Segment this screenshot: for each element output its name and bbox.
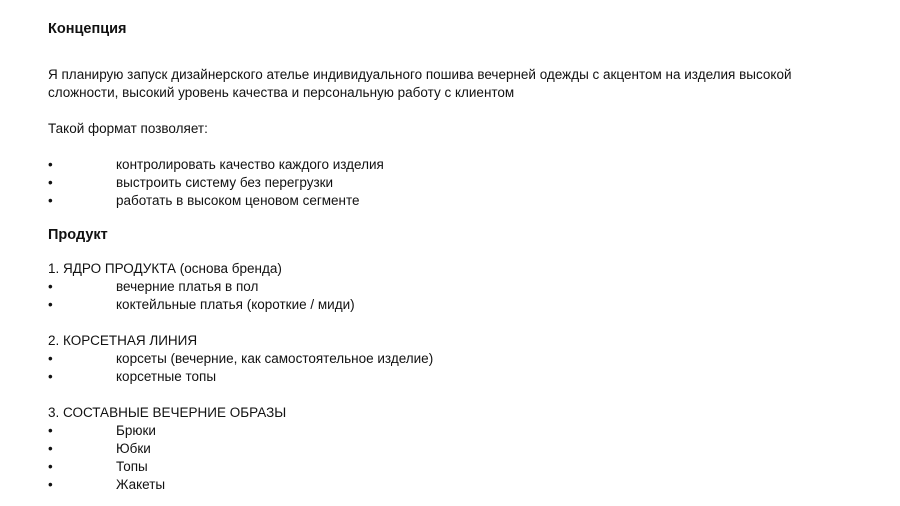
- list-item: [48, 368, 433, 386]
- bullet-icon: •: [48, 279, 53, 294]
- list-item-text: корсетные топы: [116, 369, 217, 384]
- bullet-icon: •: [48, 477, 53, 492]
- list-item-text: вечерние платья в пол: [116, 279, 259, 294]
- bullet-icon: •: [48, 351, 53, 366]
- list-item: [48, 174, 384, 192]
- bullet-icon: •: [48, 423, 53, 438]
- bullet-icon: •: [48, 369, 53, 384]
- list-item-text: коктейльные платья (короткие / миди): [116, 297, 355, 312]
- product-heading: Продукт: [48, 227, 108, 243]
- bullet-icon: •: [48, 441, 53, 456]
- bullet-icon: •: [48, 297, 53, 312]
- product-section-1-list: [48, 278, 355, 314]
- concept-heading: Концепция: [48, 21, 127, 37]
- list-item-text: корсеты (вечерние, как самостоятельное изделие): [116, 351, 434, 366]
- list-item: [48, 296, 355, 314]
- concept-intro-line-1: Я планирую запуск дизайнерского ателье индивидуального пошива вечерней одежды с акцентом на изделия высокой: [48, 67, 792, 82]
- list-item: [48, 278, 355, 296]
- list-item: [48, 192, 384, 210]
- product-section-2-title: 2. КОРСЕТНАЯ ЛИНИЯ: [48, 333, 198, 348]
- list-item-text: работать в высоком ценовом сегменте: [116, 193, 360, 208]
- bullet-icon: •: [48, 193, 53, 208]
- product-section-3-list: [48, 422, 165, 494]
- concept-lead: Такой формат позволяет:: [48, 121, 208, 136]
- concept-bullet-list: [48, 156, 384, 210]
- list-item: [48, 458, 165, 476]
- list-item-text: Брюки: [116, 423, 156, 438]
- product-section-2-list: [48, 350, 433, 386]
- list-item-text: контролировать качество каждого изделия: [116, 157, 384, 172]
- product-section-1-title: 1. ЯДРО ПРОДУКТА (основа бренда): [48, 261, 282, 276]
- list-item: [48, 476, 165, 494]
- list-item-text: Юбки: [116, 441, 151, 456]
- list-item: [48, 440, 165, 458]
- list-item-text: Жакеты: [116, 477, 166, 492]
- bullet-icon: •: [48, 459, 53, 474]
- concept-intro-line-2: сложности, высокий уровень качества и персональную работу с клиентом: [48, 85, 515, 100]
- bullet-icon: •: [48, 175, 53, 190]
- product-section-3-title: 3. СОСТАВНЫЕ ВЕЧЕРНИЕ ОБРАЗЫ: [48, 405, 287, 420]
- list-item: [48, 350, 433, 368]
- list-item: [48, 156, 384, 174]
- list-item: [48, 422, 165, 440]
- list-item-text: Топы: [116, 459, 148, 474]
- list-item-text: выстроить систему без перегрузки: [116, 175, 334, 190]
- bullet-icon: •: [48, 157, 53, 172]
